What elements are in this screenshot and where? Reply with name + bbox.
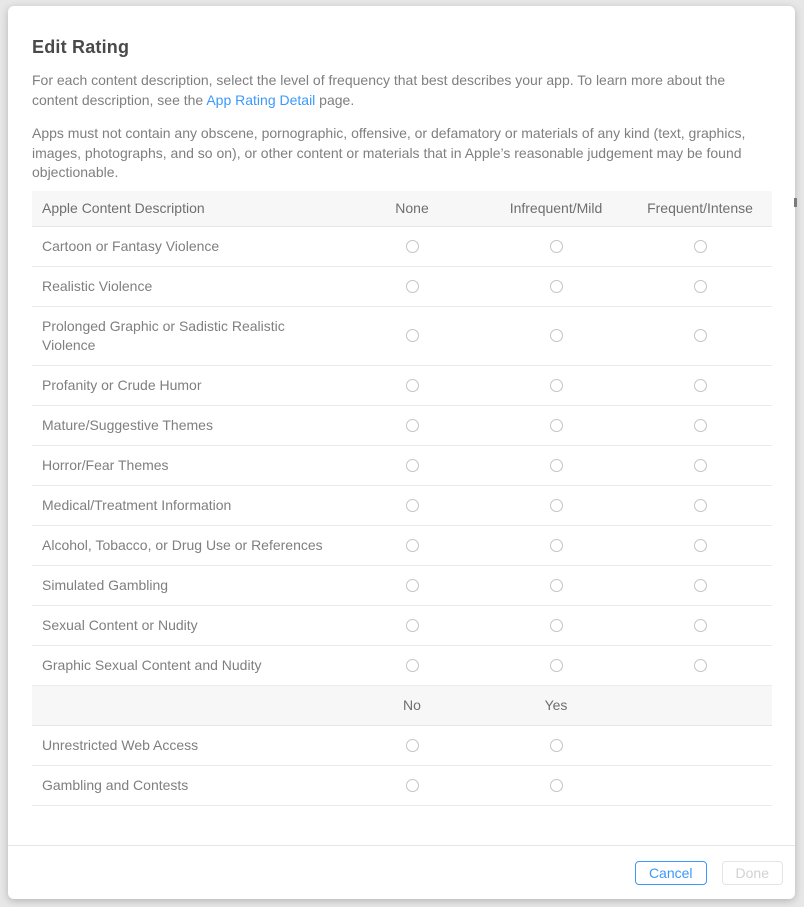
table-row-mature-suggestive-themes (32, 406, 772, 446)
dialog-footer (8, 845, 795, 899)
background-page-fragment (794, 198, 797, 207)
table-row-sexual-content-nudity (32, 606, 772, 646)
edit-rating-dialog (8, 6, 795, 899)
radio-infrequent-mild[interactable] (550, 419, 563, 432)
radio-infrequent-mild[interactable] (550, 539, 563, 552)
table-row-graphic-sexual-content (32, 646, 772, 686)
radio-infrequent-mild[interactable] (550, 659, 563, 672)
table-row-profanity-crude-humor (32, 366, 772, 406)
radio-none[interactable] (406, 579, 419, 592)
table-header-row (32, 191, 772, 227)
row-label: Alcohol, Tobacco, or Drug Use or References (42, 536, 323, 553)
radio-none[interactable] (406, 419, 419, 432)
row-label: Unrestricted Web Access (42, 736, 199, 753)
dialog-body (8, 6, 795, 806)
column-header-infrequent-mild: Infrequent/Mild (509, 200, 603, 216)
row-label: Cartoon or Fantasy Violence (42, 237, 220, 254)
radio-frequent-intense[interactable] (694, 539, 707, 552)
row-label: Horror/Fear Themes (42, 456, 169, 473)
table-row-simulated-gambling (32, 566, 772, 606)
table-row-prolonged-graphic-violence (32, 307, 772, 366)
intro-paragraph (32, 71, 772, 110)
row-label: Graphic Sexual Content and Nudity (42, 656, 262, 673)
radio-infrequent-mild[interactable] (550, 329, 563, 342)
radio-infrequent-mild[interactable] (550, 379, 563, 392)
radio-none[interactable] (406, 539, 419, 552)
radio-no[interactable] (406, 739, 419, 752)
cancel-button[interactable]: Cancel (635, 861, 707, 885)
radio-frequent-intense[interactable] (694, 659, 707, 672)
app-rating-detail-link[interactable]: App Rating Detail (206, 91, 316, 108)
policy-paragraph: Apps must not contain any obscene, pornographic, offensive, or defamatory or materials of any kind (text, graphics, images, photographs, and so on), or other content or materials that in Apple’s reasonable judgement may be found objectionable. (32, 125, 746, 180)
done-button[interactable]: Done (722, 861, 783, 885)
column-header-frequent-intense: Frequent/Intense (647, 200, 753, 216)
table-row-cartoon-fantasy-violence (32, 227, 772, 267)
radio-frequent-intense[interactable] (694, 329, 707, 342)
radio-frequent-intense[interactable] (694, 419, 707, 432)
radio-frequent-intense[interactable] (694, 459, 707, 472)
table-row-alcohol-tobacco-drug-use (32, 526, 772, 566)
column-header-no: No (403, 697, 421, 713)
radio-infrequent-mild[interactable] (550, 459, 563, 472)
radio-none[interactable] (406, 240, 419, 253)
radio-no[interactable] (406, 779, 419, 792)
radio-frequent-intense[interactable] (694, 579, 707, 592)
radio-yes[interactable] (550, 779, 563, 792)
radio-none[interactable] (406, 619, 419, 632)
table-row-gambling-and-contests (32, 766, 772, 806)
row-label: Realistic Violence (42, 277, 153, 294)
table-row-realistic-violence (32, 267, 772, 307)
radio-infrequent-mild[interactable] (550, 280, 563, 293)
radio-none[interactable] (406, 379, 419, 392)
radio-none[interactable] (406, 659, 419, 672)
row-label: Gambling and Contests (42, 776, 189, 793)
column-header-description: Apple Content Description (42, 199, 205, 216)
row-label: Simulated Gambling (42, 576, 169, 593)
radio-none[interactable] (406, 459, 419, 472)
table-row-unrestricted-web-access (32, 726, 772, 766)
table-row-medical-treatment-information (32, 486, 772, 526)
radio-none[interactable] (406, 329, 419, 342)
table-header-row-boolean (32, 686, 772, 726)
radio-infrequent-mild[interactable] (550, 619, 563, 632)
rating-table (32, 191, 772, 806)
table-row-horror-fear-themes (32, 446, 772, 486)
row-label: Mature/Suggestive Themes (42, 416, 213, 433)
radio-infrequent-mild[interactable] (550, 499, 563, 512)
column-header-yes: Yes (544, 697, 568, 713)
radio-frequent-intense[interactable] (694, 240, 707, 253)
column-header-empty (32, 695, 340, 715)
intro-text-after: page. (315, 91, 355, 108)
radio-infrequent-mild[interactable] (550, 240, 563, 253)
radio-frequent-intense[interactable] (694, 619, 707, 632)
page-title: Edit Rating (32, 37, 130, 57)
intro-text-before: For each content description, select the level of frequency that best describes your app. To learn more about the content description, see the (32, 72, 726, 108)
column-header-none: None (395, 200, 429, 216)
radio-infrequent-mild[interactable] (550, 579, 563, 592)
row-label: Prolonged Graphic or Sadistic Realistic Violence (42, 317, 285, 353)
radio-frequent-intense[interactable] (694, 499, 707, 512)
radio-none[interactable] (406, 280, 419, 293)
row-label: Medical/Treatment Information (42, 496, 232, 513)
radio-frequent-intense[interactable] (694, 280, 707, 293)
radio-yes[interactable] (550, 739, 563, 752)
row-label: Sexual Content or Nudity (42, 616, 198, 633)
radio-none[interactable] (406, 499, 419, 512)
row-label: Profanity or Crude Humor (42, 376, 202, 393)
radio-frequent-intense[interactable] (694, 379, 707, 392)
